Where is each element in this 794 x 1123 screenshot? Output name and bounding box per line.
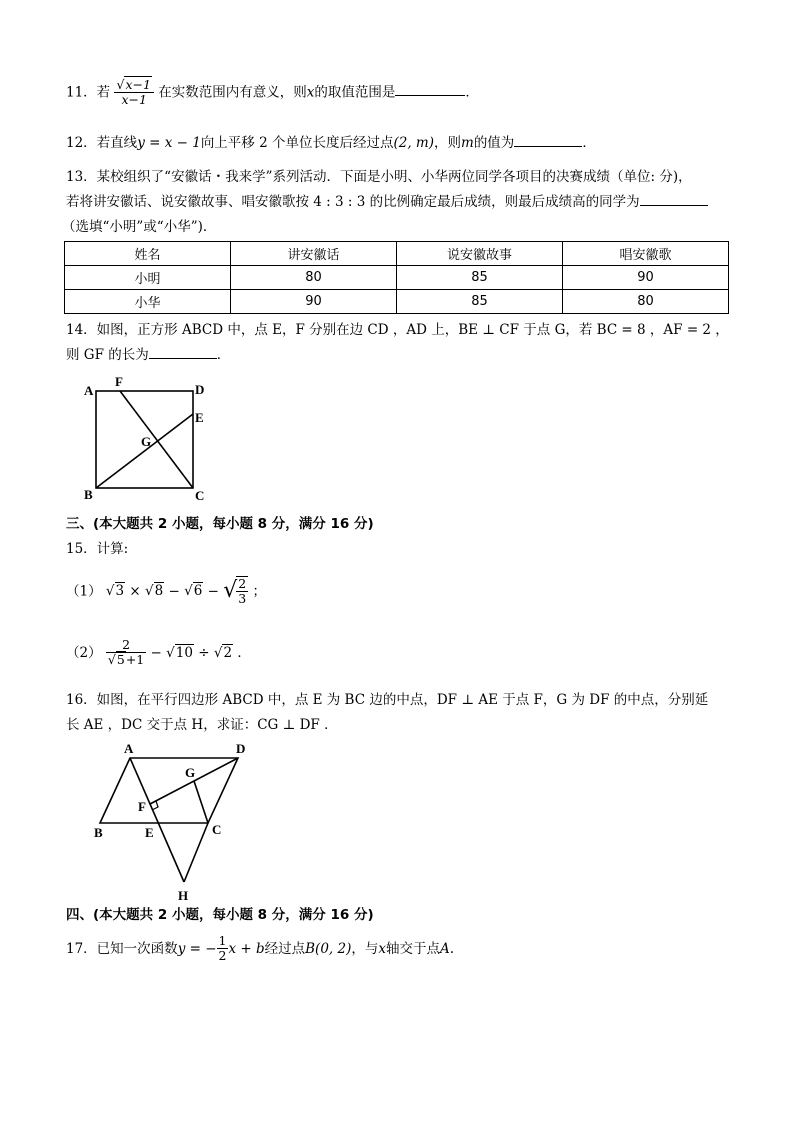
label-b: B xyxy=(84,487,93,502)
q14-line-2: 则 GF 的长为 ． xyxy=(66,347,231,363)
q16-parallelogram-figure xyxy=(88,740,263,905)
label-a: A xyxy=(124,741,134,756)
label-d: D xyxy=(236,741,246,756)
table-cell: 85 xyxy=(397,266,563,290)
q13-line-3: （选填“小明”或“小华”)． xyxy=(62,219,217,235)
label-c: C xyxy=(195,488,205,503)
q12-answer-blank[interactable] xyxy=(514,146,582,147)
segment-ah xyxy=(130,758,184,882)
table-cell: 80 xyxy=(563,290,729,314)
label-f: F xyxy=(138,799,146,814)
q13-line-2: 若将讲安徽话、说安徽故事、唱安徽歌按 4 : 3 : 3 的比例确定最后成绩，则最后成绩高的同学为 xyxy=(66,196,708,210)
segment-be xyxy=(96,414,193,488)
q13-answer-blank[interactable] xyxy=(640,205,708,206)
table-cell: 80 xyxy=(231,266,397,290)
q14-answer-blank[interactable] xyxy=(149,358,217,359)
q16-line-1: 16．如图，在平行四边形 ABCD 中，点 E 为 BC 边的中点，DF ⊥ AE 于点 F，G 为 DF 的中点，分别延 xyxy=(66,692,709,708)
table-cell: 小明 xyxy=(65,266,231,290)
segment-ch xyxy=(184,823,208,882)
q15-part-2: （2） $\frac{2}{√5+1}$ − √10 ÷ √2 ． xyxy=(66,637,251,668)
label-g: G xyxy=(141,434,152,449)
table-header-cell: 唱安徽歌 xyxy=(563,242,729,266)
section-4-heading: 四、(本大题共 2 小题，每小题 8 分，满分 16 分) xyxy=(66,907,374,923)
label-f: F xyxy=(115,374,123,389)
label-e: E xyxy=(145,825,154,840)
fraction-one-half: $\frac{1}{2}$ xyxy=(218,933,227,964)
segment-cg xyxy=(194,781,208,823)
question-17: 17．已知一次函数y = − $\frac{1}{2}$ x + b经过点B(0, 2)，与x轴交于点A. xyxy=(66,933,455,964)
label-h: H xyxy=(178,888,189,903)
sqrt-10: √10 xyxy=(166,644,193,661)
q14-line-1: 14．如图，正方形 ABCD 中，点 E，F 分别在边 CD ，AD 上，BE ⊥ CF 于点 G，若 BC = 8 ，AF = 2 ， xyxy=(66,322,729,338)
question-11: 11．若 $\frac{√x-1}{x-1}$ 在实数范围内有意义，则x的取值范围是 ． xyxy=(66,77,479,108)
table-header-cell: 讲安徽话 xyxy=(231,242,397,266)
sqrt-8: √8 xyxy=(145,583,164,600)
table-cell: 85 xyxy=(397,290,563,314)
q11-sqrt: √x−1 xyxy=(116,77,151,92)
q11-answer-blank[interactable] xyxy=(395,95,465,96)
table-header-row xyxy=(65,242,729,266)
fraction-2-3: $\frac{2}{3}$ xyxy=(238,576,247,607)
sqrt-radical: √ xyxy=(223,578,238,604)
table-cell: 小华 xyxy=(65,290,231,314)
table-cell: 90 xyxy=(563,266,729,290)
sqrt-2: √2 xyxy=(213,644,233,661)
table-row xyxy=(65,290,729,314)
score-table xyxy=(64,241,729,314)
label-b: B xyxy=(94,825,103,840)
section-3-heading: 三、(本大题共 2 小题，每小题 8 分，满分 16 分) xyxy=(66,516,374,532)
sqrt-5: √5 xyxy=(107,652,125,668)
label-d: D xyxy=(195,382,205,397)
table-header-cell: 说安徽故事 xyxy=(397,242,563,266)
q15-title: 15．计算: xyxy=(66,541,129,557)
q15-part-1: （1） √3 × √8 − √6 − √ $\frac{2}{3}$ ； xyxy=(66,576,266,607)
q11-number: 11．若 xyxy=(66,84,111,101)
q13-line-1: 13．某校组织了“安徽话・我来学”系列活动．下面是小明、小华两位同学各项目的决赛成绩（单位: 分)， xyxy=(66,169,692,185)
q16-line-2: 长 AE ，DC 交于点 H，求证：CG ⊥ DF ． xyxy=(66,717,338,733)
label-g: G xyxy=(185,765,196,780)
table-cell: 90 xyxy=(231,290,397,314)
parallelogram-abcd xyxy=(100,758,238,823)
label-c: C xyxy=(212,822,222,837)
q11-fraction: $\frac{√x-1}{x-1}$ xyxy=(114,78,153,108)
table-header-cell: 姓名 xyxy=(65,242,231,266)
fraction-2-over-sqrt5-plus-1: $\frac{2}{√5+1}$ xyxy=(107,637,145,668)
segment-cf xyxy=(120,391,193,488)
question-12: 12．若直线y = x − 1向上平移 2 个单位长度后经过点(2, m)，则m的值为 ． xyxy=(66,135,596,151)
table-row xyxy=(65,266,729,290)
sqrt-6: √6 xyxy=(184,583,203,600)
q14-square-figure xyxy=(78,372,218,507)
label-a: A xyxy=(84,383,94,398)
sqrt-3: √3 xyxy=(105,583,125,600)
label-e: E xyxy=(195,410,204,425)
